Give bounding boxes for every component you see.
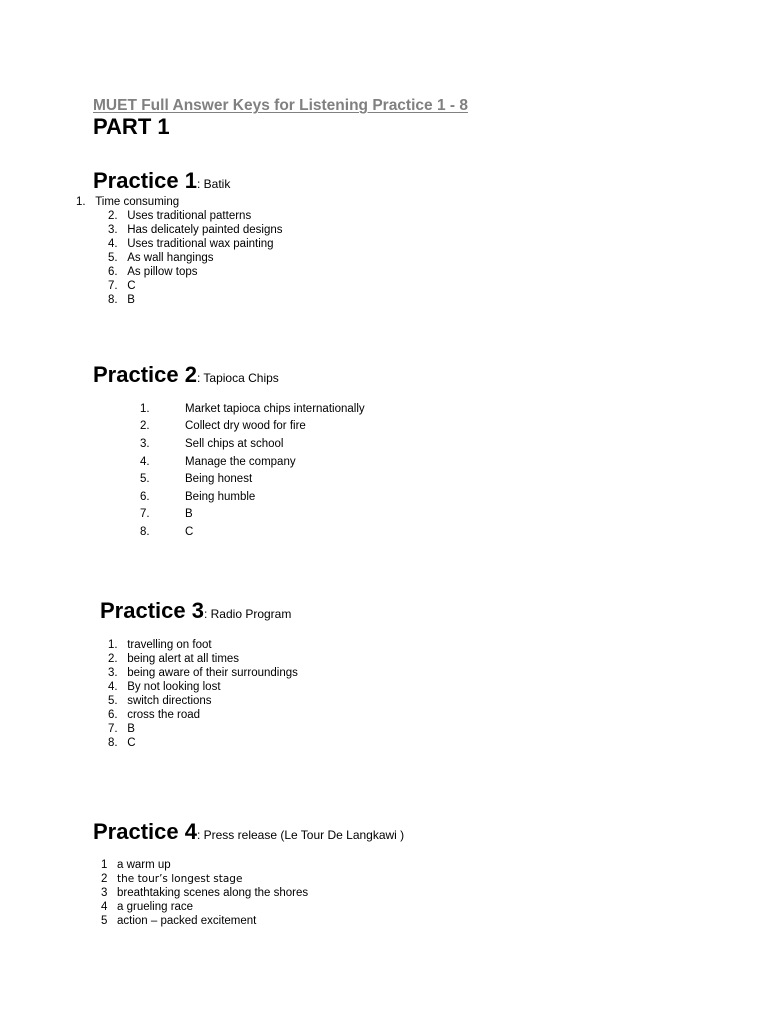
list-item [108,223,283,237]
item-text: By not looking lost [127,681,221,693]
item-text: C [127,737,136,749]
document-title: MUET Full Answer Keys for Listening Practice 1 - 8 [93,97,468,114]
item-text: the tour’s longest stage [117,873,243,885]
item-number: 6. [108,266,118,278]
practice-4-heading [93,819,404,845]
item-number: 1 [101,859,108,871]
item-number: 3. [108,667,118,679]
item-text: breathtaking scenes along the shores [117,887,309,899]
list-item [101,900,193,914]
item-text: being alert at all times [127,653,240,665]
item-text: Has delicately painted designs [127,224,283,236]
list-item [140,525,152,539]
item-number: 5. [140,473,150,485]
list-item [108,694,212,708]
item-number: 2. [108,653,118,665]
item-text: B [127,294,135,306]
list-item [108,279,136,293]
item-number: 2 [101,873,108,885]
item-number: 8. [108,737,118,749]
item-number: 5. [108,695,118,707]
item-number: 3. [140,438,150,450]
list-item [140,472,152,486]
item-number: 7. [108,723,118,735]
practice-4-title: Practice 4 [93,819,197,844]
practice-1-title: Practice 1 [93,168,197,193]
item-text: Uses traditional patterns [127,210,252,222]
list-item [140,507,152,521]
list-item-text: B [185,508,193,520]
list-item [108,237,274,251]
list-item-text: Market tapioca chips internationally [185,403,365,415]
item-number: 2. [140,420,150,432]
list-item [140,490,152,504]
item-text: Uses traditional wax painting [127,238,274,250]
item-number: 1. [108,639,118,651]
item-number: 1. [76,196,86,208]
item-text: switch directions [127,695,212,707]
practice-2-heading [93,362,279,388]
item-number: 1. [140,403,150,415]
list-item-text: Manage the company [185,456,296,468]
item-number: 5 [101,915,108,927]
list-item [108,652,239,666]
item-number: 8. [140,526,150,538]
item-text: B [127,723,135,735]
item-number: 6. [140,491,150,503]
item-text: cross the road [127,709,201,721]
list-item [108,680,221,694]
list-item-text: Being humble [185,491,256,503]
list-item [108,265,198,279]
list-item [101,858,171,872]
item-number: 3. [108,224,118,236]
item-text: As wall hangings [127,252,214,264]
list-item [108,293,135,307]
list-item [140,455,152,469]
list-item [108,708,200,722]
list-item [108,638,212,652]
item-text: travelling on foot [127,639,212,651]
list-item [108,251,214,265]
part-heading: PART 1 [93,114,170,139]
list-item [108,736,136,750]
item-text: a grueling race [117,901,194,913]
item-text: C [127,280,136,292]
item-number: 3 [101,887,108,899]
practice-2-topic: : Tapioca Chips [196,371,279,385]
item-number: 8. [108,294,118,306]
item-number: 6. [108,709,118,721]
practice-3-heading [100,598,291,624]
item-number: 7. [108,280,118,292]
list-item [108,209,251,223]
practice-3-topic: : Radio Program [203,607,292,621]
practice-1-heading [93,168,230,194]
item-text: Time consuming [95,196,180,208]
list-item-text: C [185,526,194,538]
list-item [140,419,152,433]
list-item [108,666,298,680]
item-number: 4 [101,901,108,913]
item-number: 4. [140,456,150,468]
item-number: 7. [140,508,150,520]
list-item [108,722,135,736]
item-number: 4. [108,681,118,693]
item-number: 2. [108,210,118,222]
list-item-text: Sell chips at school [185,438,284,450]
item-text: As pillow tops [127,266,198,278]
list-item [101,872,242,886]
practice-4-topic: : Press release (Le Tour De Langkawi ) [196,828,405,842]
practice-2-title: Practice 2 [93,362,197,387]
list-item-text: Being honest [185,473,253,485]
practice-1-topic: : Batik [196,177,231,191]
list-item [140,437,152,451]
list-item [101,914,256,928]
item-number: 5. [108,252,118,264]
item-text: a warm up [117,859,171,871]
item-text: being aware of their surroundings [127,667,298,679]
practice-3-title: Practice 3 [100,598,204,623]
list-item [140,402,152,416]
list-item [101,886,308,900]
list-item-text: Collect dry wood for fire [185,420,306,432]
list-item [76,195,179,209]
item-text: action – packed excitement [117,915,257,927]
item-number: 4. [108,238,118,250]
